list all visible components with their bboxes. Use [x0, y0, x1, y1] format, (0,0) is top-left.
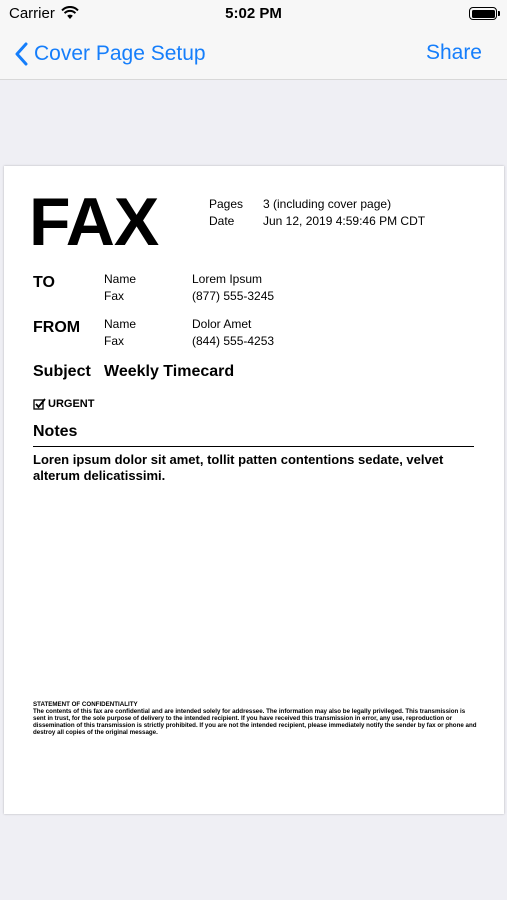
to-field-labels	[104, 271, 136, 305]
checkbox-checked-icon	[33, 398, 46, 410]
confidentiality-statement	[33, 701, 478, 736]
from-fax-label: Fax	[104, 334, 125, 348]
to-name-value: Lorem Ipsum	[192, 272, 263, 286]
battery-icon	[469, 7, 497, 20]
pages-label: Pages	[209, 197, 244, 211]
to-name-label: Name	[104, 272, 137, 286]
from-fax-value: (844) 555-4253	[192, 334, 275, 348]
notes-label: Notes	[33, 423, 78, 440]
back-button[interactable]	[14, 40, 206, 68]
chevron-left-icon	[14, 42, 28, 66]
notes-text: Loren ipsum dolor sit amet, tollit patten contentions sedate, velvet alterum delicatissimi.	[33, 452, 444, 483]
to-fax-label: Fax	[104, 289, 125, 303]
notes-divider	[33, 446, 474, 447]
date-value: Jun 12, 2019 4:59:46 PM CDT	[263, 214, 426, 228]
carrier-label: Carrier	[9, 5, 55, 22]
cover-page-preview	[4, 166, 504, 814]
navigation-bar	[0, 28, 507, 80]
fax-title: FAX	[29, 184, 159, 260]
subject-label: Subject	[33, 363, 91, 380]
clock: 5:02 PM	[225, 5, 282, 22]
meta-values	[263, 196, 425, 230]
from-name-value: Dolor Amet	[192, 317, 252, 331]
back-button-label: Cover Page Setup	[34, 42, 206, 65]
meta-labels	[209, 196, 243, 230]
from-label: FROM	[33, 319, 81, 336]
urgent-flag	[33, 398, 94, 410]
to-label: TO	[33, 274, 55, 291]
to-fax-value: (877) 555-3245	[192, 289, 275, 303]
confidentiality-body: The contents of this fax are confidential and are intended solely for addressee. The information may also be legally privileged. This transmission is sent in trust, for the sole purpose of delivery to the intended recipient. If you have received this transmission in error, any use, reproduction or dissemination of this transmission is strictly prohibited. If you are not the intended recipient, please immediately notify the sender by fax or phone and destroy all copies of the original message.	[33, 708, 477, 737]
confidentiality-title: STATEMENT OF CONFIDENTIALITY	[33, 701, 138, 708]
from-field-values	[192, 316, 274, 350]
to-field-values	[192, 271, 274, 305]
from-field-labels	[104, 316, 136, 350]
urgent-label: URGENT	[48, 398, 95, 410]
subject-value: Weekly Timecard	[104, 363, 235, 380]
share-button[interactable]: Share	[425, 41, 482, 64]
status-bar	[0, 0, 507, 28]
date-label: Date	[209, 214, 235, 228]
pages-value: 3 (including cover page)	[263, 197, 392, 211]
from-name-label: Name	[104, 317, 137, 331]
